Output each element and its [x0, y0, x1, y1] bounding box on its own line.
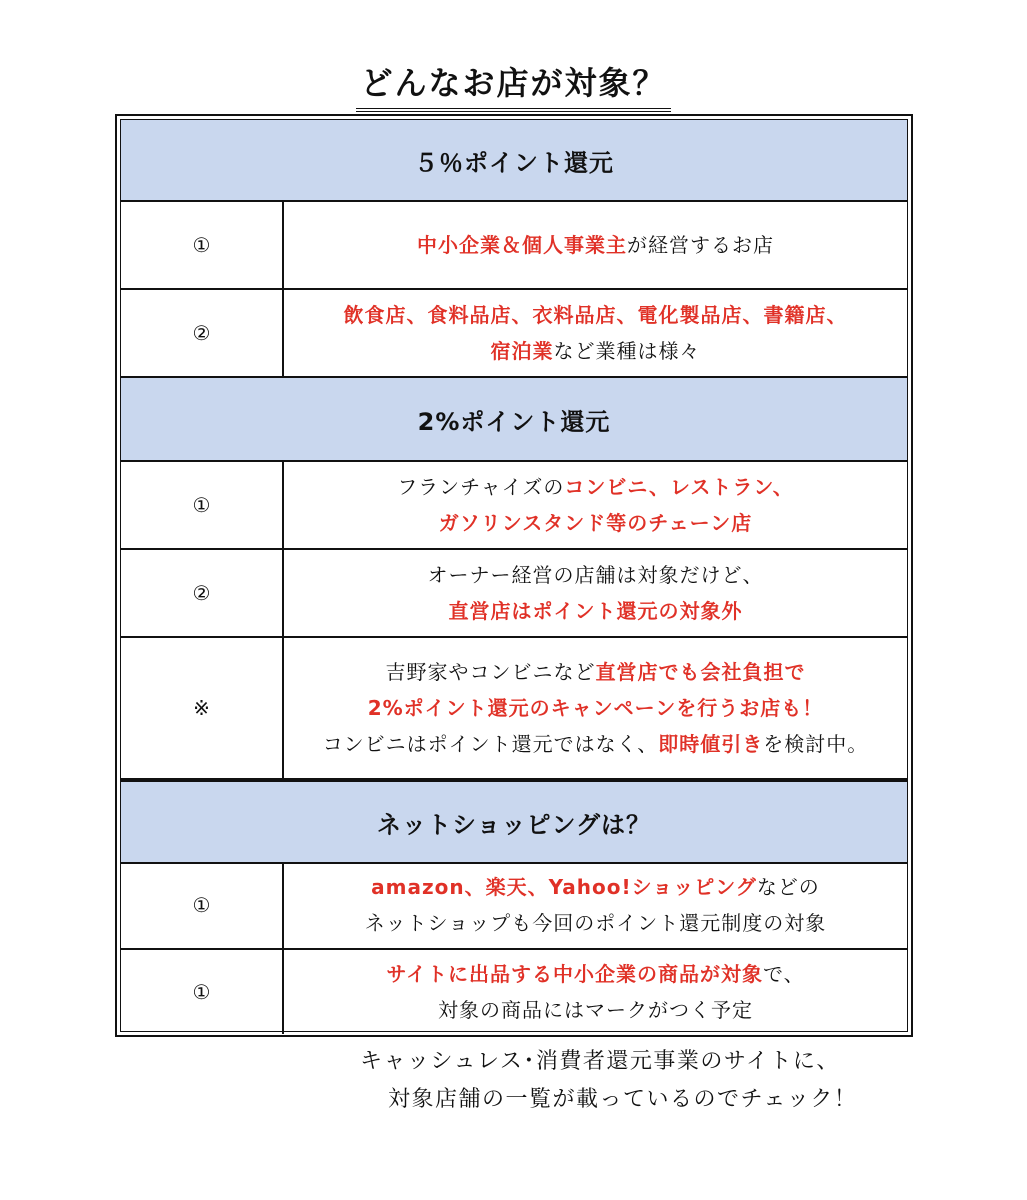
row-number: ②	[121, 290, 284, 376]
table-row	[121, 462, 907, 550]
info-table-inner	[120, 119, 908, 1032]
footer-line-1: キャッシュレス･消費者還元事業のサイトに、	[360, 1049, 840, 1074]
row-number: ①	[121, 462, 284, 548]
table-row	[121, 638, 907, 780]
row-text: 中小企業＆個人事業主が経営するお店	[417, 233, 774, 257]
row-text: 吉野家やコンビニなど直営店でも会社負担で 2%ポイント還元のキャンペーンを行うお店も！ コンビニはポイント還元ではなく、即時値引きを検討中。	[322, 660, 869, 756]
row-text: 飲食店、食料品店、衣料品店、電化製品店、書籍店、 宿泊業など業種は様々	[343, 303, 848, 363]
table-row	[121, 550, 907, 638]
page-title: どんなお店が対象？	[0, 58, 1027, 112]
row-text: フランチャイズのコンビニ、レストラン、 ガソリンスタンド等のチェーン店	[397, 475, 794, 535]
row-number: ①	[121, 950, 284, 1034]
row-text: サイトに出品する中小企業の商品が対象で、 対象の商品にはマークがつく予定	[386, 962, 805, 1022]
info-table	[115, 114, 913, 1037]
footer-line-2: 対象店舗の一覧が載っているのでチェック！	[388, 1087, 858, 1112]
table-row	[121, 202, 907, 290]
table-row	[121, 862, 907, 950]
row-number: ②	[121, 550, 284, 636]
section-header-net-shopping: ネットショッピングは？	[121, 780, 907, 864]
row-number: ①	[121, 202, 284, 288]
row-number: ①	[121, 862, 284, 948]
section-header-2percent: 2%ポイント還元	[121, 378, 907, 462]
row-text: オーナー経営の店舗は対象だけど、 直営店はポイント還元の対象外	[427, 563, 764, 623]
table-row	[121, 290, 907, 378]
row-text: amazon、楽天、Yahoo!ショッピングなどの ネットショップも今回のポイント還元制度の対象	[364, 875, 827, 935]
table-row	[121, 950, 907, 1034]
section-header-5percent: ５％ポイント還元	[121, 120, 907, 202]
row-number: ※	[121, 638, 284, 778]
